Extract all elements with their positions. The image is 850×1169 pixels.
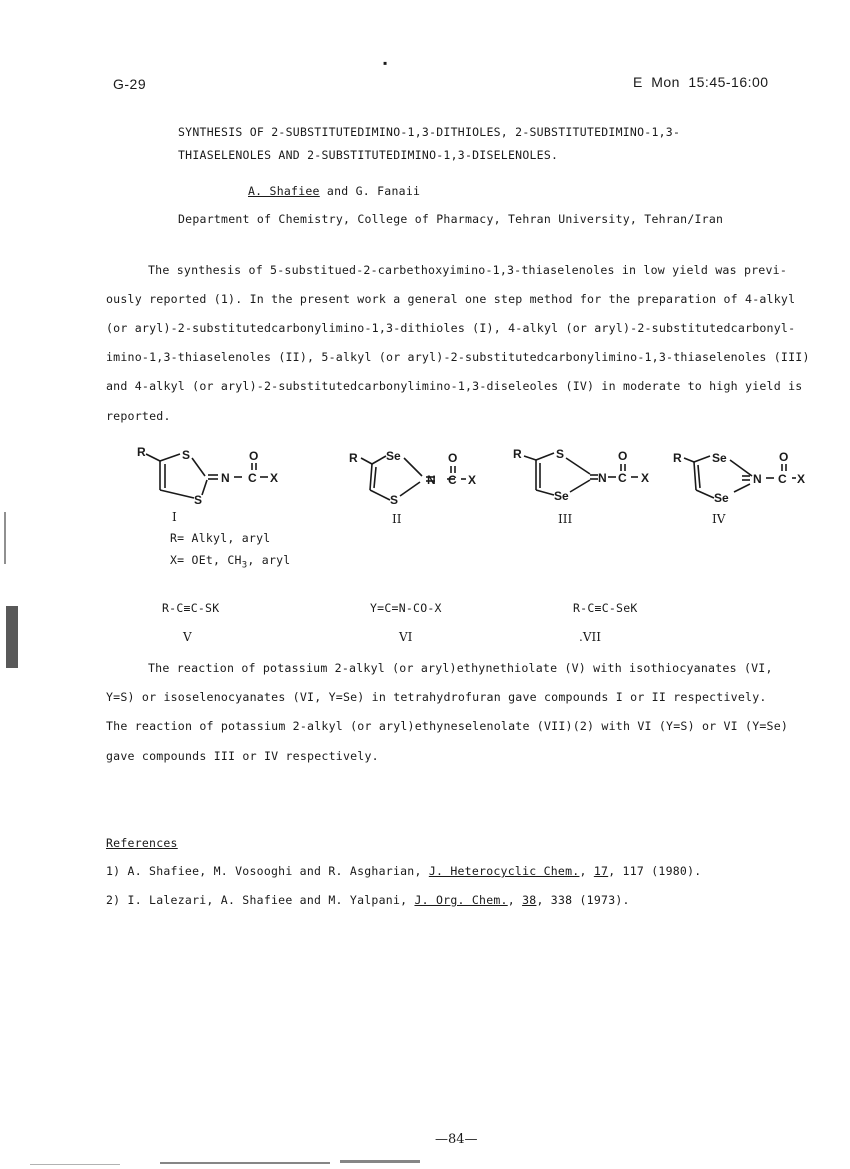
- top-mark: ▪: [383, 56, 388, 70]
- atom-Se: Se: [712, 451, 727, 465]
- atom-R: R: [349, 451, 358, 465]
- structure-label-IV: IV: [712, 512, 726, 526]
- scan-bottom-mark: [30, 1164, 120, 1165]
- session-time: E Mon 15:45-16:00: [633, 74, 769, 90]
- scan-margin-mark: [6, 606, 18, 668]
- structure-label-II: II: [392, 512, 402, 526]
- legend-x: X= OEt, $CH_3$, aryl: [170, 553, 291, 571]
- atom-O: O: [779, 450, 789, 464]
- atom-S: S: [194, 493, 203, 507]
- atom-S: S: [182, 448, 191, 462]
- atom-C: C: [778, 472, 787, 486]
- atom-R: R: [137, 445, 146, 459]
- reagent-V-formula: R-C≡C-SK: [162, 601, 220, 615]
- reagent-VI-label: VI: [399, 630, 413, 644]
- atom-O: O: [448, 451, 458, 465]
- structure-label-I: I: [172, 510, 177, 524]
- atom-Se: Se: [554, 489, 569, 503]
- references-heading: References: [106, 836, 178, 850]
- reagent-VII-label: .VII: [579, 630, 601, 644]
- scan-bottom-mark: [160, 1162, 330, 1164]
- atom-Se: Se: [386, 449, 401, 463]
- atom-C: C: [618, 471, 627, 485]
- para1-line-5: and 4-alkyl (or aryl)-2-substitutedcarbonylimino-1,3-diseleoles (IV) in moderate to high yield is: [106, 379, 803, 393]
- structure-IV: [670, 442, 820, 514]
- affiliation: Department of Chemistry, College of Pharmacy, Tehran University, Tehran/Iran: [178, 212, 724, 226]
- structure-I: [132, 440, 292, 512]
- para1-line-6: reported.: [106, 409, 171, 423]
- para1-line-3: (or aryl)-2-substitutedcarbonylimino-1,3-dithioles (I), 4-alkyl (or aryl)-2-substitutedcarbonyl-: [106, 321, 796, 335]
- atom-N: N: [598, 471, 607, 485]
- title-line-2: THIASELENOLES AND 2-SUBSTITUTEDIMINO-1,3-DISELENOLES.: [178, 148, 559, 162]
- atom-O: O: [249, 449, 259, 463]
- abstract-code: G-29: [113, 76, 147, 92]
- reference-2: 2) I. Lalezari, A. Shafiee and M. Yalpani, J. Org. Chem., 38, 338 (1973).: [106, 893, 630, 907]
- atom-R: R: [673, 451, 682, 465]
- reagent-VII-formula: R-C≡C-SeK: [573, 601, 638, 615]
- reagent-VI-formula: Y=C=N-CO-X: [370, 601, 442, 615]
- reference-2-volume: 38: [522, 893, 537, 907]
- para2-line-3: The reaction of potassium 2-alkyl (or aryl)ethyneselenolate (VII)(2) with VI (Y=S) or VI (Y=Se): [106, 719, 789, 733]
- atom-C: C: [248, 471, 257, 485]
- atom-N: N: [221, 471, 230, 485]
- structure-III: [510, 440, 670, 512]
- title-line-1: SYNTHESIS OF 2-SUBSTITUTEDIMINO-1,3-DITHIOLES, 2-SUBSTITUTEDIMINO-1,3-: [178, 125, 681, 139]
- atom-X: X: [468, 473, 477, 487]
- reference-1-journal: J. Heterocyclic Chem.: [428, 864, 580, 878]
- legend-r: R= Alkyl, aryl: [170, 531, 271, 545]
- atom-S: S: [556, 447, 565, 461]
- reference-1: 1) A. Shafiee, M. Vosooghi and R. Asgharian, J. Heterocyclic Chem., 17, 117 (1980).: [106, 864, 702, 878]
- atom-S: S: [390, 493, 399, 507]
- para1-line-1: The synthesis of 5-substitued-2-carbethoxyimino-1,3-thiaselenoles in low yield was previ-: [148, 263, 788, 277]
- atom-X: X: [797, 472, 806, 486]
- co-author: and G. Fanaii: [319, 184, 421, 198]
- page-number: —84—: [435, 1132, 478, 1147]
- para2-line-2: Y=S) or isoselenocyanates (VI, Y=Se) in tetrahydrofuran gave compounds I or II respectively.: [106, 690, 767, 704]
- reference-1-volume: 17: [593, 864, 609, 878]
- atom-O: O: [618, 449, 628, 463]
- para2-line-1: The reaction of potassium 2-alkyl (or aryl)ethynethiolate (V) with isothiocyanates (VI,: [148, 661, 773, 675]
- structure-label-III: III: [558, 512, 573, 526]
- structure-II: [346, 442, 506, 514]
- atom-N: N: [753, 472, 762, 486]
- atom-N: N: [427, 473, 436, 487]
- atom-Se: Se: [714, 491, 729, 505]
- scan-margin-mark: [4, 512, 6, 564]
- atom-X: X: [270, 471, 279, 485]
- para1-line-4: imino-1,3-thiaselenoles (II), 5-alkyl (or aryl)-2-substitutedcarbonylimino-1,3-thiaselenoles (III): [106, 350, 810, 364]
- para1-line-2: ously reported (1). In the present work a general one step method for the preparation of 4-alkyl: [106, 292, 796, 306]
- para2-line-4: gave compounds III or IV respectively.: [106, 749, 379, 763]
- presenting-author: A. Shafiee: [248, 184, 320, 198]
- scan-bottom-mark: [340, 1160, 420, 1163]
- atom-R: R: [513, 447, 522, 461]
- reagent-V-label: V: [183, 630, 192, 644]
- reference-2-journal: J. Org. Chem.: [414, 893, 508, 907]
- authors: [248, 184, 420, 198]
- atom-X: X: [641, 471, 650, 485]
- atom-C: C: [448, 473, 457, 487]
